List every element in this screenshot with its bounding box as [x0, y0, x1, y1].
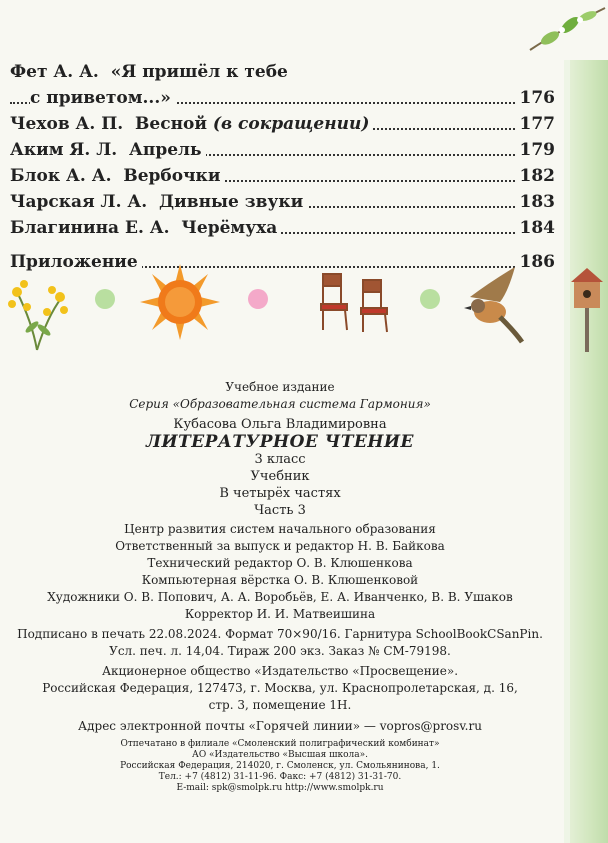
tech-editor: Технический редактор О. В. Клюшенкова [147, 556, 413, 570]
birdhouse-icon [565, 262, 608, 352]
publisher-address-cont: стр. 3, помещение 1Н. [208, 698, 352, 712]
book-kind: Учебник [250, 469, 310, 484]
decorative-dot-green [420, 289, 440, 309]
chairs-icon [318, 270, 396, 334]
editor: Ответственный за выпуск и редактор Н. В. Байкова [115, 539, 445, 553]
publisher: Акционерное общество «Издательство «Просвещение». [101, 664, 459, 678]
sun-flower-icon [135, 262, 225, 342]
toc-entry[interactable]: с приветом...» 176 [10, 86, 555, 110]
printer-line: Отпечатано в филиале «Смоленский полиграфический комбинат» [120, 739, 440, 749]
proofreader: Корректор И. И. Матвеишина [184, 607, 376, 621]
decorative-dot-pink [248, 289, 268, 309]
toc-entry[interactable]: Аким Я. Л. Апрель 179 [10, 140, 555, 160]
printer-line: Российская Федерация, 214020, г. Смоленск, ул. Смольянинова, 1. [120, 761, 440, 771]
toc-entry[interactable]: Чехов А. П. Весной (в сокращении) 177 [10, 114, 555, 134]
print-info: Усл. печ. л. 14,04. Тираж 200 экз. Заказ № СМ-79198. [109, 644, 451, 658]
author: Кубасова Ольга Владимировна [173, 417, 387, 432]
publisher-address: Российская Федерация, 127473, г. Москва, ул. Краснопролетарская, д. 16, [42, 681, 518, 695]
toc-entry[interactable]: Чарская Л. А. Дивные звуки 183 [10, 192, 555, 212]
imprint-block [0, 380, 560, 794]
artists: Художники О. В. Попович, А. А. Воробьёв, Е. А. Иванченко, В. В. Ушаков [47, 590, 513, 604]
toc-appendix[interactable]: Приложение 186 [10, 252, 555, 272]
toc-entry[interactable]: Фет А. А. «Я пришёл к тебе [10, 60, 555, 84]
toc-entry[interactable]: Благинина Е. А. Черёмуха 184 [10, 218, 555, 238]
grade: 3 класс [254, 452, 306, 467]
signed-info: Подписано в печать 22.08.2024. Формат 70×90/16. Гарнитура SchoolBookCSanPin. [17, 627, 543, 641]
bird-icon [460, 262, 530, 344]
printer-line: Тел.: +7 (4812) 31-11-96. Факс: +7 (4812) 31-31-70. [158, 772, 402, 782]
decorative-side-stripe [570, 60, 608, 843]
mimosa-branch-icon [2, 262, 72, 352]
hotline[interactable]: Адрес электронной почты «Горячей линии» — vopros@prosv.ru [78, 719, 482, 733]
layout-credit: Компьютерная вёрстка О. В. Клюшенковой [141, 573, 419, 587]
leaves-decoration-icon [520, 0, 608, 60]
printer-line: АО «Издательство «Высшая школа». [192, 750, 368, 760]
decorative-side-stripe-light [564, 60, 570, 843]
book-part: Часть 3 [254, 503, 306, 518]
toc-entry[interactable]: Блок А. А. Вербочки 182 [10, 166, 555, 186]
printer-contact[interactable]: E-mail: spk@smolpk.ru http://www.smolpk.ru [176, 783, 384, 793]
table-of-contents [10, 60, 555, 274]
edition-type: Учебное издание [225, 380, 335, 394]
book-title: ЛИТЕРАТУРНОЕ ЧТЕНИЕ [145, 432, 415, 452]
series: Серия «Образовательная система Гармония» [129, 397, 431, 411]
book-parts: В четырёх частях [219, 486, 341, 501]
decorative-dot-green [95, 289, 115, 309]
center: Центр развития систем начального образования [124, 522, 436, 536]
